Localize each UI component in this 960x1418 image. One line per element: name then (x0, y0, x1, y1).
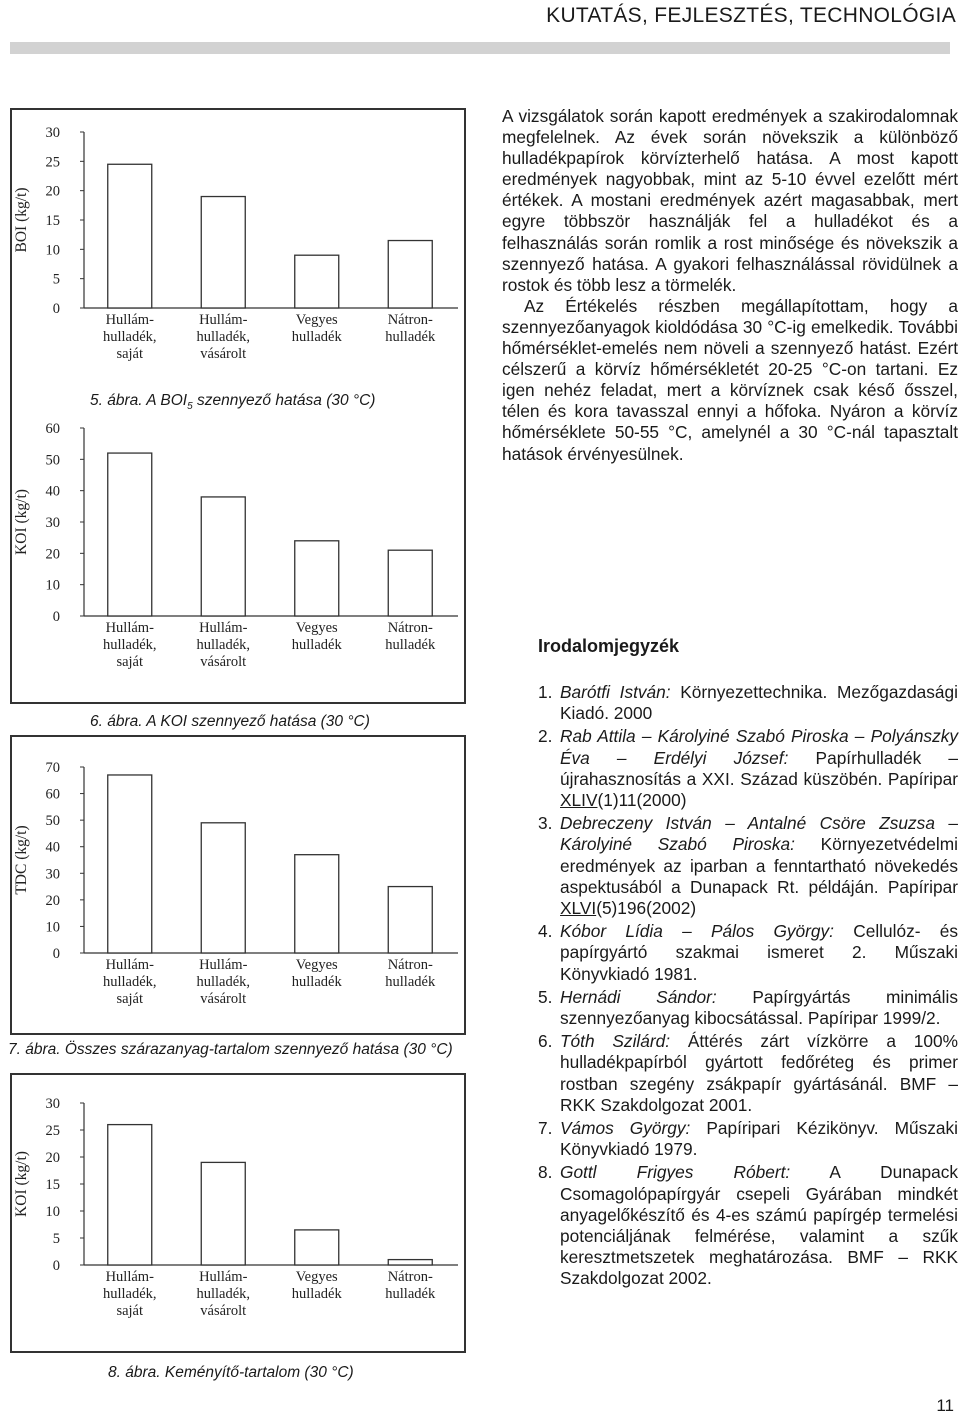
category-label: saját (116, 346, 144, 362)
reference-item: 1. Barótfi István: Környezettechnika. Mezőgazdasági Kiadó. 2000 (538, 682, 958, 724)
bar-3 (295, 1230, 339, 1265)
header-rule (10, 42, 950, 54)
bar-3 (295, 541, 339, 616)
chart-starch (12, 1075, 460, 1347)
bar-1 (108, 1125, 152, 1265)
bar-4 (388, 887, 432, 953)
category-label: vásárolt (200, 654, 247, 670)
category-label: hulladék (291, 974, 342, 990)
reference-item: 7. Vámos György: Papíripari Kézikönyv. Műszaki Könyvkiadó 1979. (538, 1118, 958, 1160)
category-label: Hullám- (105, 312, 154, 328)
y-tick-label: 15 (45, 1177, 60, 1193)
category-label: saját (116, 1303, 144, 1319)
category-label: Nátron- (387, 957, 433, 973)
bar-3 (295, 855, 339, 953)
y-tick-label: 50 (45, 813, 60, 830)
y-tick-label: 50 (45, 452, 60, 469)
y-tick-label: 30 (45, 515, 60, 531)
y-tick-label: 60 (45, 421, 60, 437)
y-tick-label: 10 (45, 577, 60, 594)
bar-4 (388, 241, 432, 308)
category-label: Vegyes (295, 620, 338, 636)
paragraph-1: A vizsgálatok során kapott eredmények a szakirodalomnak megfelelnek. Az évek során növekszik a különböző hulladékpapírok körvízterhelő hatása. A most kapott eredmények nagyobbak, mint az 5-10 évvel ezelőtt mért értékek. A mostani eredmények azért magasabbak, mert egyre többször használják fel a hulladékot és a felhasználás során romlik a rost minősége és növekszik a szennyező hatása. A gyakori felhasználással rövidülnek a rostok és több lesz a törmelék. (502, 106, 958, 295)
category-label: hulladék, (196, 974, 251, 990)
y-tick-label: 0 (52, 1258, 60, 1274)
category-label: vásárolt (200, 1303, 247, 1319)
category-label: Hullám- (199, 312, 248, 328)
y-axis-label: BOI (kg/t) (13, 187, 30, 253)
category-label: Nátron- (387, 1269, 433, 1285)
category-label: hulladék (385, 1286, 436, 1302)
reference-item: 6. Tóth Szilárd: Áttérés zárt vízkörre a 100% hulladékpapírból gyártott fedőréteg és primer rostban szegény zsákpapír gyártásánál. BMF – RKK Szakdolgozat 2001. (538, 1031, 958, 1115)
category-label: Hullám- (199, 1269, 248, 1285)
y-tick-label: 20 (45, 1150, 60, 1166)
category-label: hulladék (291, 637, 342, 653)
bar-4 (388, 1260, 432, 1265)
bar-2 (201, 497, 245, 616)
bar-1 (108, 453, 152, 616)
category-label: hulladék (291, 1286, 342, 1302)
y-tick-label: 40 (45, 839, 60, 856)
bar-2 (201, 197, 245, 308)
category-label: Hullám- (199, 957, 248, 973)
running-header: KUTATÁS, FEJLESZTÉS, TECHNOLÓGIA (546, 4, 956, 27)
category-label: hulladék (291, 329, 342, 345)
y-axis-label: KOI (kg/t) (13, 489, 30, 555)
category-label: Vegyes (295, 957, 338, 973)
y-tick-label: 10 (45, 242, 60, 259)
chart-boi (12, 110, 460, 370)
category-label: vásárolt (200, 346, 247, 362)
y-tick-label: 20 (45, 546, 60, 563)
y-tick-label: 0 (52, 946, 60, 962)
y-axis-label: KOI (kg/t) (13, 1151, 30, 1217)
category-label: hulladék (385, 329, 436, 345)
category-label: hulladék (385, 974, 436, 990)
y-tick-label: 70 (45, 760, 60, 776)
caption-chart-boi: 5. ábra. A $BOI_5$ szennyező hatása (30 °C) (90, 392, 376, 413)
y-tick-label: 10 (45, 1204, 60, 1220)
y-tick-label: 60 (45, 786, 60, 803)
category-label: Hullám- (105, 620, 154, 636)
paragraph-2: Az Értékelés részben megállapítottam, hogy a szennyezőanyagok kioldódása 30 °C-ig emelkedik. További hőmérséklet-emelés nem növeli a szennyező hatást. Ezért célszerű a körvíz hőmérsékletét 20-25 °C-on tartani. Ez igen nehéz feladat, mert a körvíznek csak késő ősszel, télen és kora tavasszal ennyi a hőfoka. Nyáron a körvíz hőmérséklete 50-55 °C, amelynél a 30 °C-nál tapasztalt hatások érvényesülnek. (502, 295, 958, 464)
category-label: Nátron- (387, 620, 433, 636)
y-tick-label: 25 (45, 1123, 60, 1139)
reference-item: 5. Hernádi Sándor: Papírgyártás minimális szennyezőanyag kibocsátással. Papíripar 1999/2. (538, 986, 958, 1029)
reference-item: 2. Rab Attila – Károlyiné Szabó Piroska – Polyánszky Éva – Erdélyi József: Papírhulladék – újrahasznosítás a XXI. Század küszöbén. Papíripar XLIV(1)11(2000) (538, 726, 958, 811)
y-tick-label: 15 (45, 213, 60, 229)
y-tick-label: 30 (45, 125, 60, 141)
chart-koi (12, 412, 460, 692)
y-axis-label: TDC (kg/t) (13, 825, 30, 895)
category-label: saját (116, 991, 144, 1007)
bar-2 (201, 823, 245, 953)
y-tick-label: 25 (45, 154, 60, 171)
page-number: 11 (936, 1396, 954, 1415)
category-label: hulladék, (102, 974, 157, 990)
category-label: hulladék, (102, 637, 157, 653)
category-label: hulladék (385, 637, 436, 653)
y-tick-label: 30 (45, 1096, 60, 1112)
reference-item: 8. Gottl Frigyes Róbert: A Dunapack Csomagolópapírgyár csepeli Gyárában mindkét anyagelőkészítő és 4-es számú papírgép termelési potenciáljának felmérése, valamint a szűk keresztmetszetek meghatározása. BMF – RKK Szakdolgozat 2002. (538, 1162, 958, 1289)
category-label: hulladék, (102, 1286, 157, 1302)
caption-chart-koi: 6. ábra. A KOI szennyező hatása (30 °C) (90, 713, 370, 730)
y-tick-label: 0 (52, 301, 60, 317)
category-label: vásárolt (200, 991, 247, 1007)
category-label: Nátron- (387, 312, 433, 328)
category-label: Vegyes (295, 1269, 338, 1285)
caption-chart-tdc: 7. ábra. Összes szárazanyag-tartalom szennyező hatása (30 °C) (8, 1041, 453, 1058)
bar-1 (108, 775, 152, 953)
y-tick-label: 40 (45, 483, 60, 500)
y-tick-label: 5 (52, 1231, 60, 1247)
reference-item: 4. Kóbor Lídia – Pálos György: Cellulóz- és papírgyártó szakmai ismeret 2. Műszaki Könyvkiadó 1981. (538, 921, 958, 984)
category-label: hulladék, (196, 637, 251, 653)
y-tick-label: 20 (45, 183, 60, 200)
body-text (502, 106, 958, 465)
y-tick-label: 10 (45, 919, 60, 936)
category-label: hulladék, (102, 329, 157, 345)
bar-2 (201, 1162, 245, 1265)
category-label: Vegyes (295, 312, 338, 328)
y-tick-label: 5 (52, 271, 60, 288)
y-tick-label: 30 (45, 866, 60, 883)
category-label: saját (116, 654, 144, 670)
references-list (538, 682, 958, 1292)
y-tick-label: 20 (45, 892, 60, 909)
bar-3 (295, 255, 339, 308)
y-tick-label: 0 (52, 609, 60, 625)
chart-tdc (12, 737, 460, 1029)
references-title: Irodalomjegyzék (538, 636, 680, 656)
category-label: Hullám- (199, 620, 248, 636)
category-label: hulladék, (196, 329, 251, 345)
reference-item: 3. Debreczeny István – Antalné Csöre Zsuzsa – Károlyiné Szabó Piroska: Környezetvédelmi eredmények az iparban a fenntartható növekedés aspektusából a Dunapack Rt. példáján. Papíripar XLVI(5)196(2002) (538, 813, 958, 919)
caption-chart-starch: 8. ábra. Keményítő-tartalom (30 °C) (108, 1364, 354, 1381)
category-label: Hullám- (105, 1269, 154, 1285)
bar-4 (388, 550, 432, 616)
category-label: hulladék, (196, 1286, 251, 1302)
category-label: Hullám- (105, 957, 154, 973)
bar-1 (108, 164, 152, 308)
